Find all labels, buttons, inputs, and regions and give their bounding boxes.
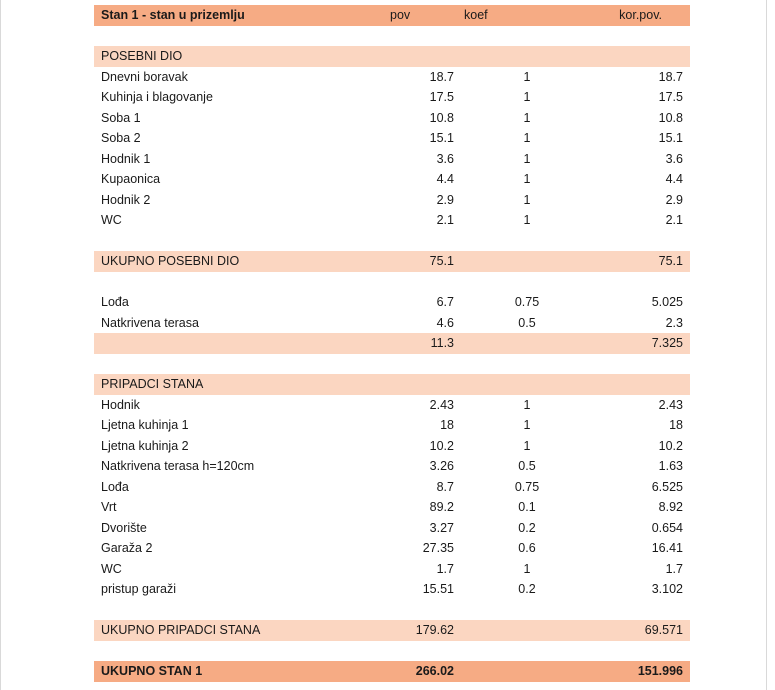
- row-pov: 2.43: [429, 397, 454, 412]
- row-kor-pov: 18.7: [658, 69, 683, 84]
- section-title: PRIPADCI STANA: [101, 377, 204, 391]
- grand-total-label: UKUPNO STAN 1: [101, 664, 203, 678]
- section-title: POSEBNI DIO: [101, 49, 183, 63]
- total-label: UKUPNO POSEBNI DIO: [101, 254, 240, 268]
- row-pov: 89.2: [429, 500, 454, 514]
- row-pov: 27.35: [422, 541, 454, 555]
- subtotal-pov: 11.3: [430, 336, 454, 350]
- page-border-right: [766, 0, 767, 690]
- area-table: [94, 5, 690, 682]
- row-koef: 1: [523, 110, 531, 125]
- row-name: Kupaonica: [101, 172, 161, 186]
- row-kor-pov: 15.1: [658, 131, 683, 145]
- row-kor-pov: 16.41: [651, 541, 683, 555]
- row-kor-pov: 3.6: [665, 151, 683, 166]
- table-row: [94, 169, 690, 190]
- table-row: [94, 128, 690, 149]
- row-kor-pov: 2.1: [665, 213, 683, 227]
- row-kor-pov: 3.102: [651, 582, 683, 596]
- row-koef: 0.75: [514, 295, 540, 309]
- total-pov: 75.1: [429, 254, 454, 268]
- row-koef: 0.75: [514, 479, 540, 494]
- row-kor-pov: 2.43: [658, 397, 683, 412]
- row-pov: 15.51: [422, 582, 454, 596]
- row-koef: 1: [523, 172, 531, 186]
- row-pov: 10.8: [429, 110, 454, 125]
- row-pov: 2.9: [436, 192, 454, 207]
- row-kor-pov: 10.8: [658, 110, 683, 125]
- row-koef: 0.1: [518, 500, 536, 514]
- total-row-pripadci-stana: [94, 620, 690, 641]
- row-kor-pov: 17.5: [658, 90, 683, 104]
- table-row: [94, 497, 690, 518]
- spacer-row: [94, 354, 690, 375]
- row-kor-pov: 6.525: [651, 479, 683, 494]
- row-koef: 1: [523, 90, 531, 104]
- total-kor-pov: 69.571: [644, 623, 683, 637]
- table-row: [94, 87, 690, 108]
- table-row: [94, 149, 690, 170]
- row-name: Ljetna kuhinja 2: [101, 438, 189, 453]
- row-name: Soba 2: [101, 131, 141, 145]
- row-kor-pov: 8.92: [658, 500, 683, 514]
- table-header-row: [94, 5, 690, 26]
- row-kor-pov: 5.025: [651, 295, 683, 309]
- table-row: [94, 190, 690, 211]
- table-row: [94, 559, 690, 580]
- spacer-row: [94, 26, 690, 47]
- table-title: Stan 1 - stan u prizemlju: [101, 8, 245, 22]
- grand-total-pov: 266.02: [415, 664, 454, 678]
- row-name: Garaža 2: [101, 541, 153, 555]
- table-row: [94, 538, 690, 559]
- table-row: [94, 313, 690, 334]
- row-koef: 1: [523, 213, 531, 227]
- subtotal-row-loggia: [94, 333, 690, 354]
- row-name: Lođa: [101, 295, 129, 309]
- row-pov: 18.7: [429, 69, 454, 84]
- section-header-posebni-dio: [94, 46, 690, 67]
- column-header-pov: pov: [390, 8, 411, 22]
- spacer-row: [94, 272, 690, 293]
- row-name: Natkrivena terasa: [101, 315, 199, 330]
- row-koef: 0.6: [518, 541, 536, 555]
- row-name: Kuhinja i blagovanje: [101, 90, 213, 104]
- loggia-rows: [94, 292, 690, 333]
- total-label: UKUPNO PRIPADCI STANA: [101, 623, 261, 637]
- row-name: WC: [101, 561, 122, 576]
- row-koef: 1: [523, 151, 531, 166]
- table-row: [94, 292, 690, 313]
- table-row: [94, 67, 690, 88]
- row-koef: 0.2: [518, 582, 536, 596]
- row-pov: 8.7: [436, 479, 454, 494]
- spacer-row: [94, 641, 690, 662]
- row-kor-pov: 10.2: [658, 438, 683, 453]
- table-row: [94, 210, 690, 231]
- row-name: Vrt: [101, 500, 117, 514]
- row-pov: 2.1: [436, 213, 454, 227]
- row-pov: 4.6: [436, 315, 454, 330]
- row-name: WC: [101, 213, 122, 227]
- spacer-row: [94, 231, 690, 252]
- table-row: [94, 579, 690, 600]
- row-koef: 1: [523, 561, 531, 576]
- table-row: [94, 415, 690, 436]
- total-kor-pov: 75.1: [658, 254, 683, 268]
- row-koef: 1: [523, 438, 531, 453]
- column-header-koef: koef: [464, 8, 488, 22]
- total-row-posebni-dio: [94, 251, 690, 272]
- section-header-pripadci-stana: [94, 374, 690, 395]
- grand-total-kor-pov: 151.996: [637, 664, 683, 678]
- row-pov: 3.6: [436, 151, 454, 166]
- row-koef: 1: [523, 69, 531, 84]
- row-name: Natkrivena terasa h=120cm: [101, 459, 255, 473]
- row-koef: 1: [523, 397, 531, 412]
- row-name: Dnevni boravak: [101, 69, 188, 84]
- table-row: [94, 477, 690, 498]
- subtotal-kor-pov: 7.325: [651, 336, 683, 350]
- row-koef: 0.5: [518, 459, 536, 473]
- table-row: [94, 456, 690, 477]
- row-pov: 3.26: [429, 459, 454, 473]
- pripadci-stana-rows: [94, 395, 690, 600]
- table-row: [94, 395, 690, 416]
- row-kor-pov: 18: [669, 418, 683, 432]
- row-name: Ljetna kuhinja 1: [101, 418, 189, 432]
- spacer-row: [94, 600, 690, 621]
- row-name: Hodnik: [101, 397, 140, 412]
- page-border-left: [0, 0, 1, 690]
- row-pov: 6.7: [436, 295, 454, 309]
- row-name: Dvorište: [101, 520, 147, 535]
- row-kor-pov: 0.654: [651, 520, 683, 535]
- row-kor-pov: 2.3: [665, 315, 683, 330]
- row-koef: 1: [523, 418, 531, 432]
- row-name: pristup garaži: [101, 582, 177, 596]
- row-pov: 18: [440, 418, 454, 432]
- row-name: Soba 1: [101, 110, 141, 125]
- posebni-dio-rows: [94, 67, 690, 231]
- row-kor-pov: 2.9: [665, 192, 683, 207]
- row-pov: 15.1: [429, 131, 454, 145]
- row-koef: 0.2: [518, 520, 536, 535]
- row-pov: 3.27: [429, 520, 454, 535]
- row-name: Lođa: [101, 479, 129, 494]
- row-koef: 1: [523, 131, 531, 145]
- row-koef: 0.5: [518, 315, 536, 330]
- row-pov: 10.2: [429, 438, 454, 453]
- row-koef: 1: [523, 192, 531, 207]
- total-pov: 179.62: [415, 623, 454, 637]
- row-name: Hodnik 1: [101, 151, 151, 166]
- table-row: [94, 108, 690, 129]
- row-kor-pov: 4.4: [665, 172, 683, 186]
- row-kor-pov: 1.63: [658, 459, 683, 473]
- table-row: [94, 436, 690, 457]
- column-header-kor-pov: kor.pov.: [619, 8, 662, 22]
- row-kor-pov: 1.7: [665, 561, 683, 576]
- row-pov: 4.4: [436, 172, 454, 186]
- row-pov: 17.5: [429, 90, 454, 104]
- row-pov: 1.7: [436, 561, 454, 576]
- row-name: Hodnik 2: [101, 192, 151, 207]
- grand-total-row: [94, 661, 690, 682]
- table-row: [94, 518, 690, 539]
